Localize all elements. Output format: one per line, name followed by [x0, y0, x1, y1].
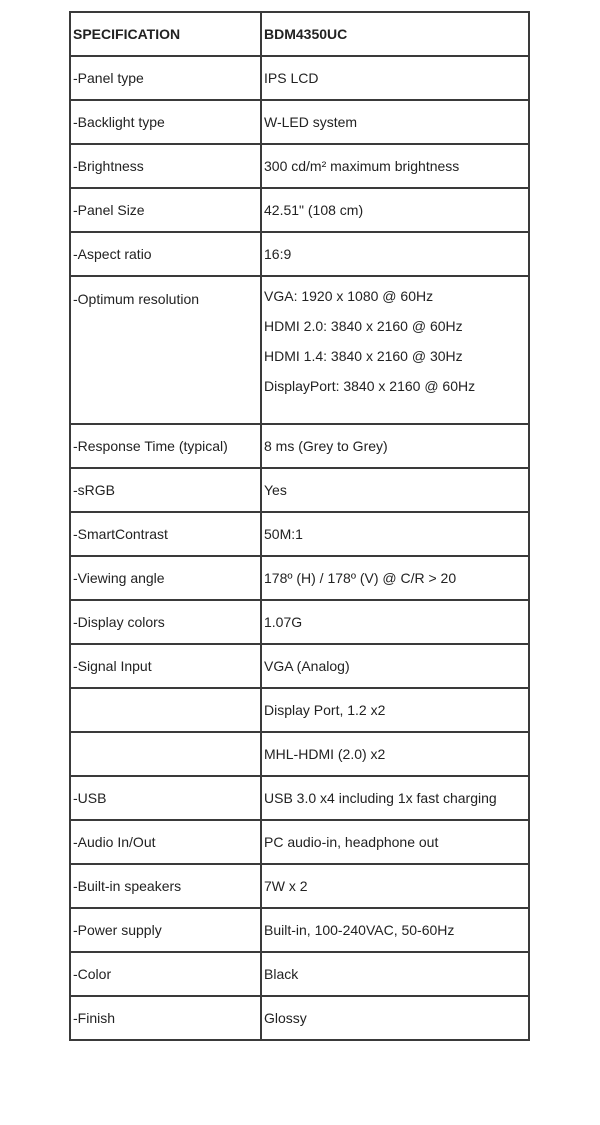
table-row: [70, 232, 529, 276]
table-row: [70, 556, 529, 600]
resolution-vga: VGA: 1920 x 1080 @ 60Hz: [264, 288, 434, 304]
spec-value: Built-in, 100-240VAC, 50-60Hz: [261, 908, 529, 952]
spec-label: [70, 732, 261, 776]
resolution-hdmi-1-4: HDMI 1.4: 3840 x 2160 @ 30Hz: [264, 348, 463, 364]
spec-value: 1.07G: [261, 600, 529, 644]
table-row: [70, 100, 529, 144]
spec-value: USB 3.0 x4 including 1x fast charging: [261, 776, 529, 820]
table-row: [70, 732, 529, 776]
spec-label: -Built-in speakers: [70, 864, 261, 908]
table-row: [70, 908, 529, 952]
spec-value: 42.51" (108 cm): [261, 188, 529, 232]
spec-value: PC audio-in, headphone out: [261, 820, 529, 864]
spec-value: VGA (Analog): [261, 644, 529, 688]
resolution-hdmi-2-0: HDMI 2.0: 3840 x 2160 @ 60Hz: [264, 318, 463, 334]
spec-label: -Power supply: [70, 908, 261, 952]
spec-value-list: [261, 276, 529, 424]
table-row: [70, 820, 529, 864]
resolution-displayport: DisplayPort: 3840 x 2160 @ 60Hz: [264, 378, 476, 394]
spec-value: 7W x 2: [261, 864, 529, 908]
table-row: [70, 468, 529, 512]
spec-value: 50M:1: [261, 512, 529, 556]
table-row: [70, 512, 529, 556]
spec-label: -Panel Size: [70, 188, 261, 232]
specification-table: [69, 11, 530, 1041]
spec-value: Yes: [261, 468, 529, 512]
spec-label: -SmartContrast: [70, 512, 261, 556]
spec-label: -Response Time (typical): [70, 424, 261, 468]
spec-value: Black: [261, 952, 529, 996]
table-row-optimum-resolution: [70, 276, 529, 424]
spec-value: MHL-HDMI (2.0) x2: [261, 732, 529, 776]
spec-label: -Aspect ratio: [70, 232, 261, 276]
table-row: [70, 56, 529, 100]
spec-value: Glossy: [261, 996, 529, 1040]
spec-label: -Panel type: [70, 56, 261, 100]
spec-label: -Finish: [70, 996, 261, 1040]
table-row: [70, 644, 529, 688]
spec-label: -sRGB: [70, 468, 261, 512]
table-row: [70, 600, 529, 644]
table-row: [70, 424, 529, 468]
spec-label: -Viewing angle: [70, 556, 261, 600]
spec-label: -Optimum resolution: [70, 276, 261, 424]
spec-value: IPS LCD: [261, 56, 529, 100]
spec-value: W-LED system: [261, 100, 529, 144]
header-model: BDM4350UC: [261, 12, 529, 56]
table-row: [70, 776, 529, 820]
spec-value: 8 ms (Grey to Grey): [261, 424, 529, 468]
table-header-row: [70, 12, 529, 56]
spec-value: 178º (H) / 178º (V) @ C/R > 20: [261, 556, 529, 600]
table-row: [70, 952, 529, 996]
spec-value: 16:9: [261, 232, 529, 276]
spec-label: [70, 688, 261, 732]
spec-label: -USB: [70, 776, 261, 820]
table-row: [70, 188, 529, 232]
header-label: SPECIFICATION: [70, 12, 261, 56]
spec-label: -Color: [70, 952, 261, 996]
spec-label: -Display colors: [70, 600, 261, 644]
table-row: [70, 144, 529, 188]
table-row: [70, 996, 529, 1040]
spec-label: -Audio In/Out: [70, 820, 261, 864]
spec-label: -Backlight type: [70, 100, 261, 144]
table-row: [70, 864, 529, 908]
spec-value: Display Port, 1.2 x2: [261, 688, 529, 732]
spec-label: -Signal Input: [70, 644, 261, 688]
table-row: [70, 688, 529, 732]
spec-label: -Brightness: [70, 144, 261, 188]
spec-value: 300 cd/m² maximum brightness: [261, 144, 529, 188]
